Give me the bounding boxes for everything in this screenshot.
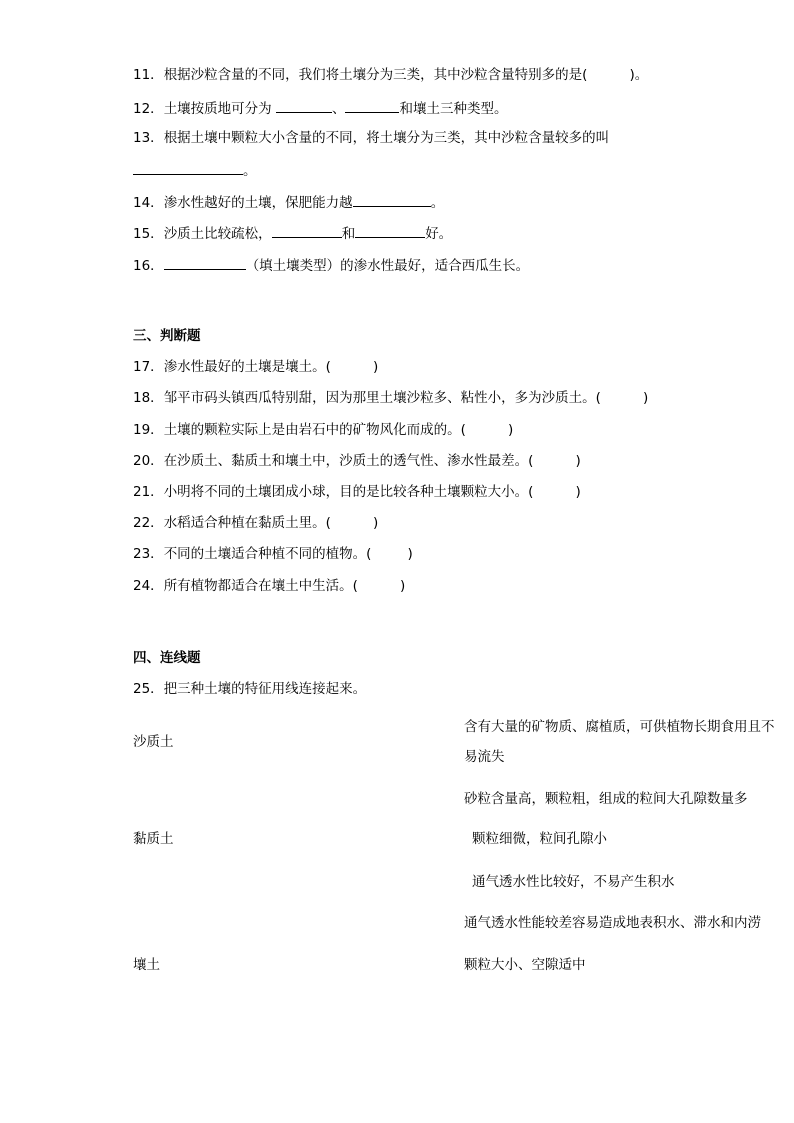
question-text: 小明将不同的土壤团成小球，目的是比较各种土壤颗粒大小。( <box>163 484 534 500</box>
question-number: 17． <box>133 359 164 375</box>
question-number: 11． <box>133 67 164 83</box>
question-16 <box>133 255 529 275</box>
feature-item[interactable]: 通气透水性比较好，不易产生积水 <box>472 874 675 890</box>
section-title: 三、判断题 <box>133 328 201 344</box>
question-end: ) <box>507 422 514 438</box>
question-number: 22． <box>133 515 164 531</box>
soil-type-loam[interactable]: 壤土 <box>133 957 160 973</box>
feature-item[interactable]: 颗粒大小、空隙适中 <box>464 957 586 973</box>
question-text: （填土壤类型）的渗水性最好，适合西瓜生长。 <box>245 258 530 274</box>
question-text: 水稻适合种植在黏质土里。( <box>163 515 331 531</box>
question-text: 、 <box>331 101 346 117</box>
question-text: 渗水性越好的土壤，保肥能力越 <box>163 195 353 211</box>
question-text: 土壤按质地可分为 <box>163 101 272 117</box>
question-22 <box>133 514 378 532</box>
question-number: 13． <box>133 130 164 146</box>
question-number: 15． <box>133 226 164 242</box>
question-15 <box>133 223 452 243</box>
question-text: 根据土壤中颗粒大小含量的不同，将土壤分为三类，其中沙粒含量较多的叫 <box>163 130 610 146</box>
question-text: 好。 <box>425 226 453 242</box>
question-text: 沙质土比较疏松， <box>163 226 272 242</box>
question-13 <box>133 129 609 147</box>
section-title: 四、连线题 <box>133 650 201 666</box>
question-21 <box>133 483 581 501</box>
question-12 <box>133 98 507 118</box>
answer-blank[interactable] <box>355 223 425 238</box>
question-text: 在沙质土、黏质土和壤土中，沙质土的透气性、渗水性最差。( <box>163 453 534 469</box>
feature-item[interactable]: 砂粒含量高，颗粒粗，组成的粒间大孔隙数量多 <box>464 791 748 807</box>
question-end: 。 <box>430 195 445 211</box>
question-end: ) <box>399 578 406 594</box>
question-text: 邹平市码头镇西瓜特别甜，因为那里土壤沙粒多、粘性小，多为沙质土。( <box>163 390 601 406</box>
question-end: ) <box>575 484 581 500</box>
question-end: ) <box>575 453 581 469</box>
question-19 <box>133 421 513 439</box>
question-17 <box>133 358 378 376</box>
question-13-answer-line <box>133 160 257 180</box>
question-number: 21． <box>133 484 164 500</box>
soil-type-sandy[interactable]: 沙质土 <box>133 734 174 750</box>
answer-blank[interactable] <box>353 192 431 207</box>
answer-blank[interactable] <box>345 98 399 113</box>
soil-type-clay[interactable]: 黏质土 <box>133 831 174 847</box>
answer-blank[interactable] <box>272 223 342 238</box>
feature-item[interactable]: 通气透水性能较差容易造成地表积水、滞水和内涝 <box>464 915 761 931</box>
question-number: 19． <box>133 422 164 438</box>
question-18 <box>133 389 648 407</box>
feature-item[interactable]: 颗粒细微，粒间孔隙小 <box>472 831 607 847</box>
question-text: 所有植物都适合在壤土中生活。( <box>163 578 358 594</box>
question-24 <box>133 577 405 595</box>
question-23 <box>133 545 413 563</box>
question-number: 16． <box>133 258 164 274</box>
feature-item-continued: 易流失 <box>464 749 505 765</box>
question-14 <box>133 192 444 212</box>
question-25: 25．把三种土壤的特征用线连接起来。 <box>133 681 367 697</box>
question-number: 24． <box>133 578 164 594</box>
question-end: ) <box>372 515 379 531</box>
question-end: ) <box>372 359 379 375</box>
answer-blank[interactable] <box>164 255 246 270</box>
question-number: 20． <box>133 453 164 469</box>
question-end: )。 <box>629 67 649 83</box>
question-text: 和 <box>341 226 356 242</box>
question-11 <box>133 66 648 84</box>
question-number: 18． <box>133 390 164 406</box>
question-end: ) <box>407 546 413 562</box>
question-text: 和壤土三种类型。 <box>399 101 508 117</box>
question-text: 土壤的颗粒实际上是由岩石中的矿物风化而成的。( <box>163 422 466 438</box>
question-text: 渗水性最好的土壤是壤土。( <box>163 359 331 375</box>
question-number: 23． <box>133 546 164 562</box>
answer-blank[interactable] <box>276 98 332 113</box>
question-text: 根据沙粒含量的不同，我们将土壤分为三类，其中沙粒含量特别多的是( <box>163 67 588 83</box>
question-number: 14． <box>133 195 164 211</box>
question-number: 12． <box>133 101 164 117</box>
question-20 <box>133 452 581 470</box>
answer-blank[interactable] <box>133 160 243 175</box>
question-text: 不同的土壤适合种植不同的植物。( <box>163 546 372 562</box>
question-end: ) <box>642 390 649 406</box>
feature-item[interactable]: 含有大量的矿物质、腐植质，可供植物长期食用且不 <box>464 719 775 735</box>
question-end: 。 <box>243 163 257 179</box>
